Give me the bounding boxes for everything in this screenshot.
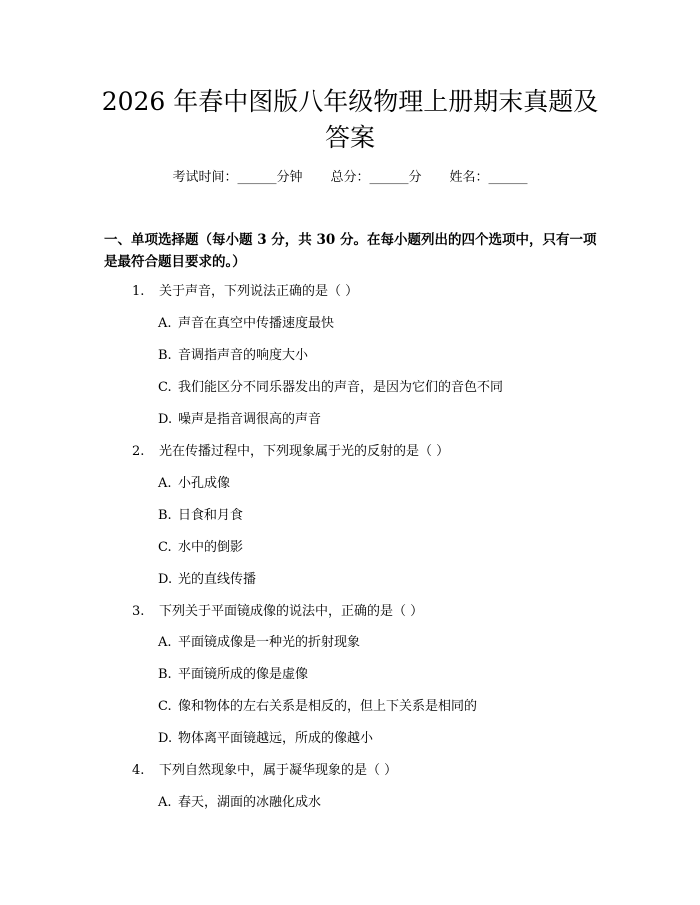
option-letter: A. [158, 316, 172, 331]
option-text: 光的直线传播 [178, 572, 257, 587]
question-1-option-d [158, 411, 321, 429]
question-number: 1. [132, 284, 145, 299]
question-2 [132, 443, 449, 461]
question-text: 下列关于平面镜成像的说法中，正确的是（ ） [159, 604, 424, 619]
question-number: 2. [132, 444, 145, 459]
student-name-field: 姓名：______ [449, 170, 528, 185]
question-2-option-d [158, 571, 256, 589]
option-text: 噪声是指音调很高的声音 [178, 412, 322, 427]
question-1-option-b [158, 347, 308, 365]
section-heading: 一、单项选择题（每小题 3 分，共 30 分。在每小题列出的四个选项中，只有一项是最符合题目要求的。） [104, 232, 597, 270]
document-title: 2026 年春中图版八年级物理上册期末真题及答案 [101, 87, 599, 152]
question-text: 光在传播过程中，下列现象属于光的反射的是（ ） [159, 444, 450, 459]
question-3-option-a [158, 634, 360, 652]
option-letter: B. [158, 348, 172, 363]
option-letter: B. [158, 508, 172, 523]
total-score-field: 总分：______分 [330, 170, 422, 185]
question-1-option-a [158, 315, 334, 333]
question-3 [132, 603, 423, 621]
option-text: 物体离平面镜越远，所成的像越小 [178, 731, 374, 746]
question-2-option-c [158, 539, 243, 557]
option-letter: D. [158, 412, 173, 427]
question-1-option-c [158, 379, 503, 397]
question-text: 关于声音，下列说法正确的是（ ） [159, 284, 359, 299]
option-text: 平面镜成像是一种光的折射现象 [178, 635, 361, 650]
question-number: 3. [132, 604, 145, 619]
question-2-option-a [158, 475, 230, 493]
option-text: 像和物体的左右关系是相反的，但上下关系是相同的 [178, 699, 478, 714]
option-text: 春天，湖面的冰融化成水 [178, 795, 322, 810]
option-letter: C. [158, 380, 172, 395]
question-2-option-b [158, 507, 243, 525]
option-letter: C. [158, 699, 172, 714]
question-number: 4. [132, 763, 145, 778]
option-letter: A. [158, 635, 172, 650]
option-text: 平面镜所成的像是虚像 [178, 667, 309, 682]
option-text: 我们能区分不同乐器发出的声音，是因为它们的音色不同 [178, 380, 504, 395]
option-text: 声音在真空中传播速度最快 [178, 316, 335, 331]
option-letter: D. [158, 572, 173, 587]
option-letter: A. [158, 795, 172, 810]
option-letter: B. [158, 667, 172, 682]
option-text: 小孔成像 [178, 476, 231, 491]
exam-info-line [0, 169, 700, 187]
exam-time-field: 考试时间：______分钟 [172, 170, 303, 185]
question-4-option-a [158, 794, 321, 812]
question-text: 下列自然现象中，属于凝华现象的是（ ） [159, 763, 398, 778]
option-text: 音调指声音的响度大小 [178, 348, 309, 363]
question-4 [132, 762, 397, 780]
option-letter: D. [158, 731, 173, 746]
option-text: 日食和月食 [178, 508, 244, 523]
question-3-option-b [158, 666, 308, 684]
question-3-option-d [158, 730, 373, 748]
question-3-option-c [158, 698, 477, 716]
option-letter: A. [158, 476, 172, 491]
question-1 [132, 283, 358, 301]
option-letter: C. [158, 540, 172, 555]
option-text: 水中的倒影 [178, 540, 244, 555]
